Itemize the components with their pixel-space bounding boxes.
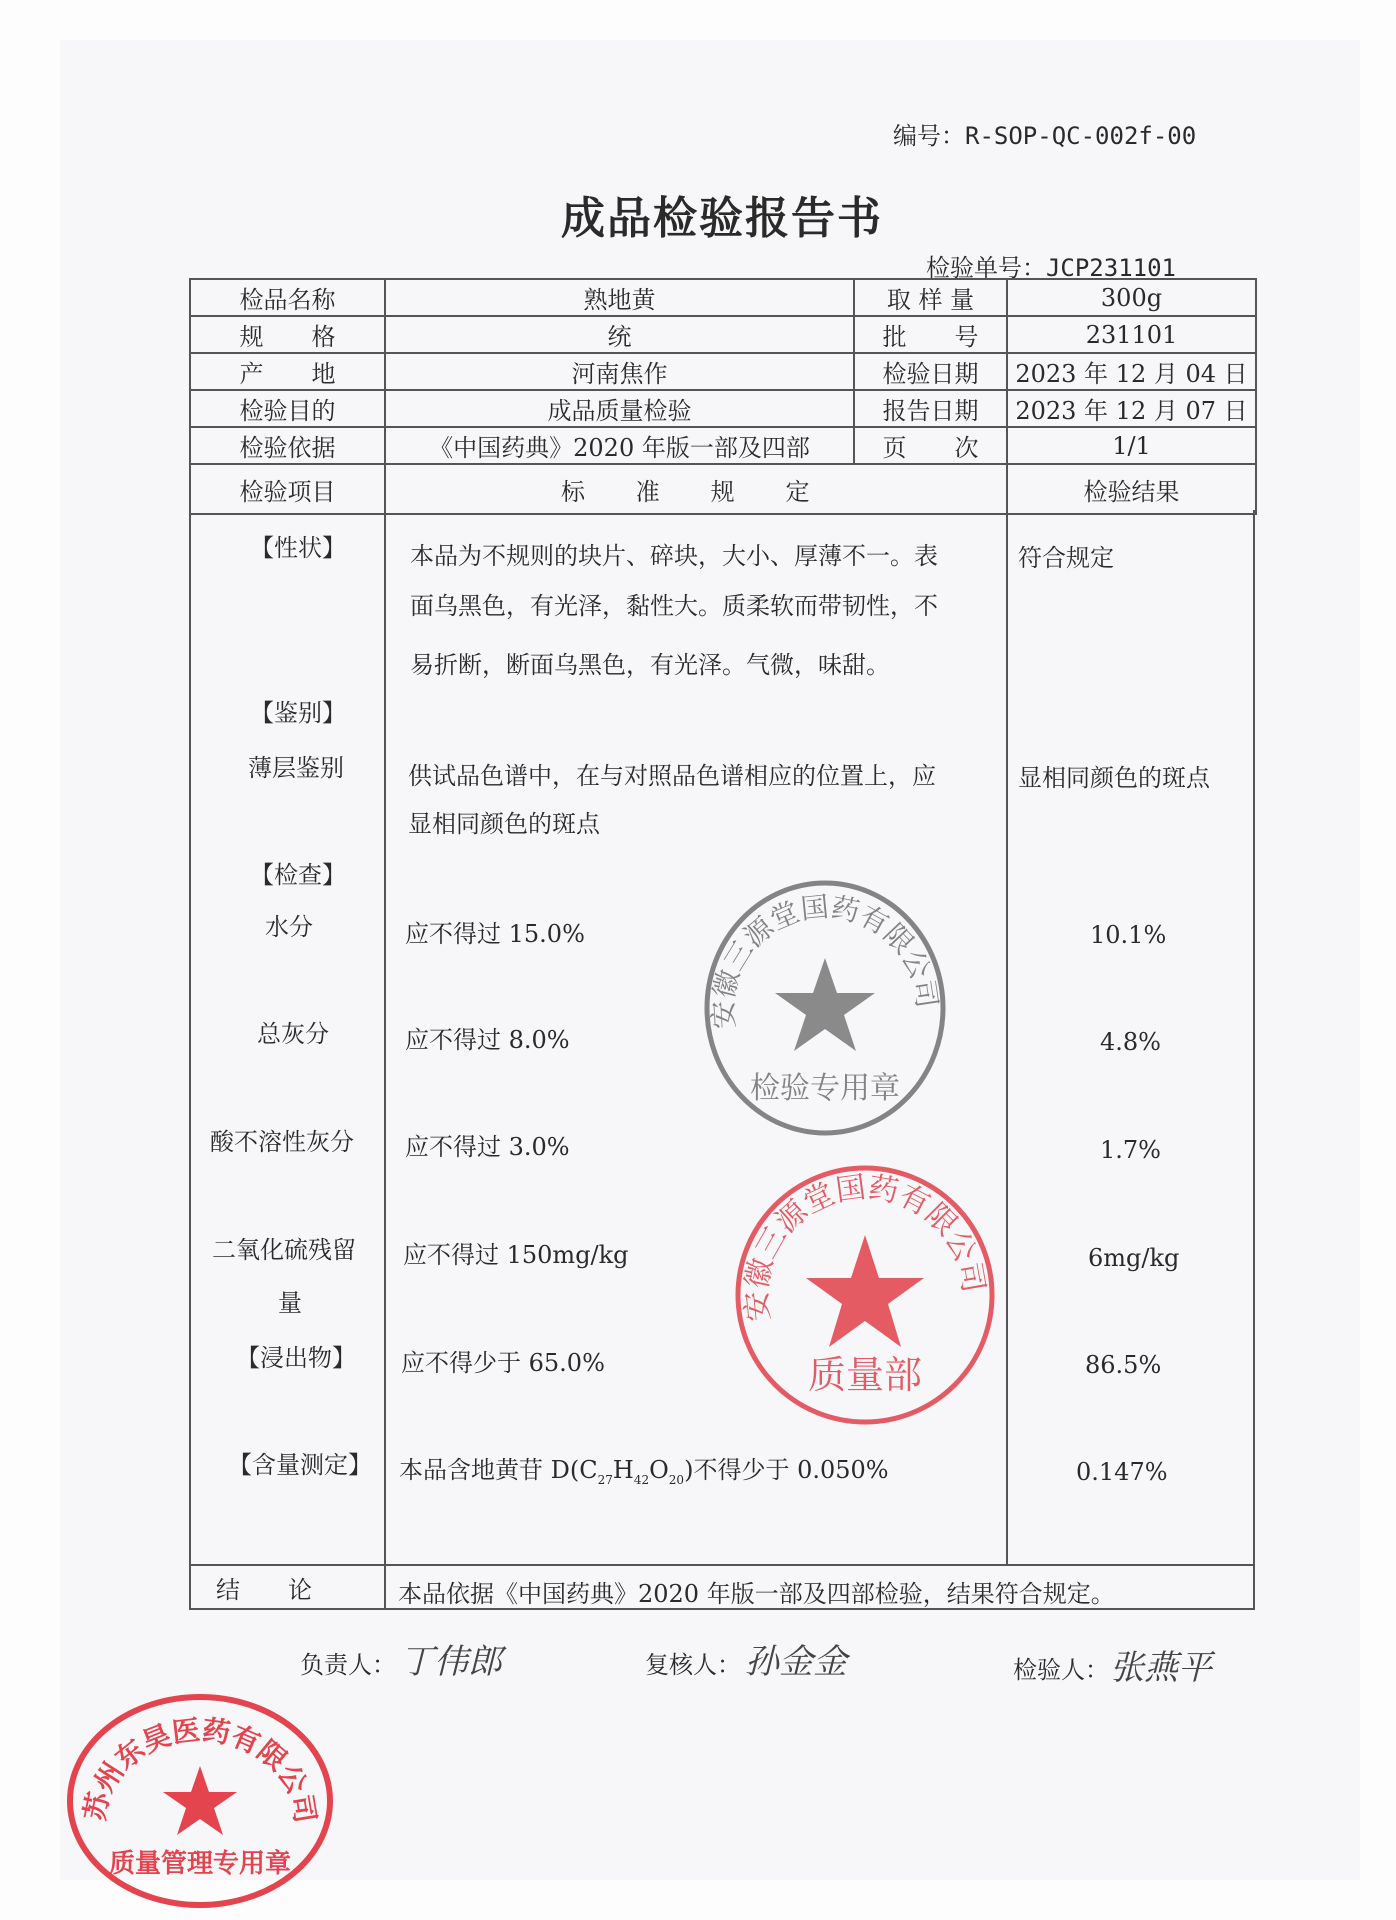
stamp-ring-text: 安徽三源堂国药有限公司 <box>739 1170 991 1323</box>
spec-label: 规 格 <box>190 316 385 353</box>
so2-label: 二氧化硫残留 <box>212 1236 356 1264</box>
moisture-standard: 应不得过 15.0% <box>405 920 585 948</box>
assay-result: 0.147% <box>1076 1458 1168 1486</box>
table-header-row <box>190 464 1256 514</box>
extract-standard: 应不得少于 65.0% <box>401 1349 605 1377</box>
table-row <box>190 279 1256 316</box>
table-border <box>384 510 386 1610</box>
appearance-standard-line: 易折断，断面乌黑色，有光泽。气微，味甜。 <box>410 651 890 679</box>
total-ash-label: 总灰分 <box>257 1020 329 1048</box>
assay-text: )不得少于 0.050% <box>684 1456 889 1484</box>
quality-department-stamp <box>730 1160 1000 1430</box>
basis-value: 《中国药典》2020 年版一部及四部 <box>385 427 854 464</box>
total-ash-result: 4.8% <box>1100 1028 1161 1056</box>
assay-label: 【含量测定】 <box>228 1451 372 1479</box>
acid-insoluble-ash-result: 1.7% <box>1100 1136 1161 1164</box>
test-date-value: 2023 年 12 月 04 日 <box>1007 353 1256 390</box>
star-icon <box>775 958 875 1051</box>
assay-standard <box>399 1450 889 1487</box>
so2-label-line2: 量 <box>278 1289 302 1317</box>
conclusion-text: 本品依据《中国药典》2020 年版一部及四部检验，结果符合规定。 <box>398 1580 1115 1608</box>
appearance-standard-line: 本品为不规则的块片、碎块，大小、厚薄不一。表 <box>410 542 938 570</box>
page-title: 成品检验报告书 <box>561 193 883 244</box>
responsible-signature: 丁伟郎 <box>400 1642 502 1682</box>
header-result: 检验结果 <box>1007 464 1256 514</box>
assay-text: 本品含地黄苷 D(C <box>399 1456 598 1484</box>
reviewer-signature: 孙金金 <box>745 1642 847 1682</box>
conclusion-label: 结 论 <box>216 1576 312 1604</box>
spec-value: 统 <box>385 316 854 353</box>
test-date-label: 检验日期 <box>854 353 1007 390</box>
report-date-label: 报告日期 <box>854 390 1007 427</box>
info-table <box>189 278 1257 515</box>
sample-qty-label: 取 样 量 <box>854 279 1007 316</box>
product-name-label: 检品名称 <box>190 279 385 316</box>
batch-label: 批 号 <box>854 316 1007 353</box>
table-row <box>190 353 1256 390</box>
doc-number-value: R-SOP-QC-002f-00 <box>965 122 1197 150</box>
stamp-ring-text: 苏州东昊医药有限公司 <box>78 1713 322 1826</box>
table-border <box>189 1564 1255 1566</box>
table-border <box>1253 510 1255 1610</box>
subscript: 20 <box>668 1472 685 1487</box>
moisture-label: 水分 <box>265 913 313 941</box>
extract-label: 【浸出物】 <box>236 1344 356 1372</box>
star-icon <box>163 1766 237 1835</box>
identification-label: 【鉴别】 <box>250 699 346 727</box>
page-value: 1/1 <box>1007 427 1256 464</box>
suzhou-quality-stamp <box>65 1694 335 1908</box>
document-number <box>893 116 1196 151</box>
basis-label: 检验依据 <box>190 427 385 464</box>
subscript: 27 <box>597 1472 613 1487</box>
header-item: 检验项目 <box>190 464 385 514</box>
tlc-result: 显相同颜色的斑点 <box>1018 764 1210 792</box>
reviewer-label: 复核人： <box>645 1651 741 1679</box>
product-name-value: 熟地黄 <box>385 279 854 316</box>
stamp-center-text: 质量部 <box>807 1353 923 1397</box>
appearance-label: 【性状】 <box>250 534 346 562</box>
inspection-no-label: 检验单号： <box>925 254 1046 282</box>
doc-number-label: 编号： <box>893 122 965 150</box>
so2-result: 6mg/kg <box>1088 1244 1180 1272</box>
table-border <box>1006 510 1008 1565</box>
table-border <box>189 510 191 1610</box>
appearance-standard-line: 面乌黑色，有光泽，黏性大。质柔软而带韧性，不 <box>410 592 938 620</box>
tlc-standard-line: 显相同颜色的斑点 <box>408 810 600 838</box>
table-row <box>190 390 1256 427</box>
so2-standard: 应不得过 150mg/kg <box>403 1241 629 1269</box>
acid-insoluble-ash-label: 酸不溶性灰分 <box>210 1128 354 1156</box>
acid-insoluble-ash-standard: 应不得过 3.0% <box>405 1133 570 1161</box>
stamp-center-text: 质量管理专用章 <box>108 1849 292 1879</box>
batch-value: 231101 <box>1007 316 1256 353</box>
origin-value: 河南焦作 <box>385 353 854 390</box>
table-row <box>190 316 1256 353</box>
tlc-label: 薄层鉴别 <box>248 754 344 782</box>
stamp-ring-text: 安徽三源堂国药有限公司 <box>706 890 944 1030</box>
purpose-value: 成品质量检验 <box>385 390 854 427</box>
inspector-signature: 张燕平 <box>1110 1648 1212 1688</box>
purpose-label: 检验目的 <box>190 390 385 427</box>
total-ash-standard: 应不得过 8.0% <box>405 1026 570 1054</box>
inspector-label: 检验人： <box>1013 1656 1109 1684</box>
report-date-value: 2023 年 12 月 07 日 <box>1007 390 1256 427</box>
subscript: 42 <box>633 1472 650 1487</box>
tlc-standard-line: 供试品色谱中，在与对照品色谱相应的位置上，应 <box>408 762 936 790</box>
page-label: 页 次 <box>854 427 1007 464</box>
table-row <box>190 427 1256 464</box>
responsible-label: 负责人： <box>300 1651 396 1679</box>
moisture-result: 10.1% <box>1090 921 1167 949</box>
star-icon <box>806 1235 924 1347</box>
assay-text: H <box>612 1456 634 1484</box>
origin-label: 产 地 <box>190 353 385 390</box>
header-standard: 标 准 规 定 <box>385 464 1007 514</box>
stamp-center-text: 检验专用章 <box>750 1071 900 1106</box>
inspection-no-value: JCP231101 <box>1045 254 1176 282</box>
sample-qty-value: 300g <box>1007 279 1256 316</box>
appearance-result: 符合规定 <box>1018 544 1114 572</box>
extract-result: 86.5% <box>1085 1351 1162 1379</box>
inspection-stamp <box>700 878 950 1138</box>
inspection-label: 【检查】 <box>250 861 346 889</box>
assay-text: O <box>649 1456 669 1484</box>
